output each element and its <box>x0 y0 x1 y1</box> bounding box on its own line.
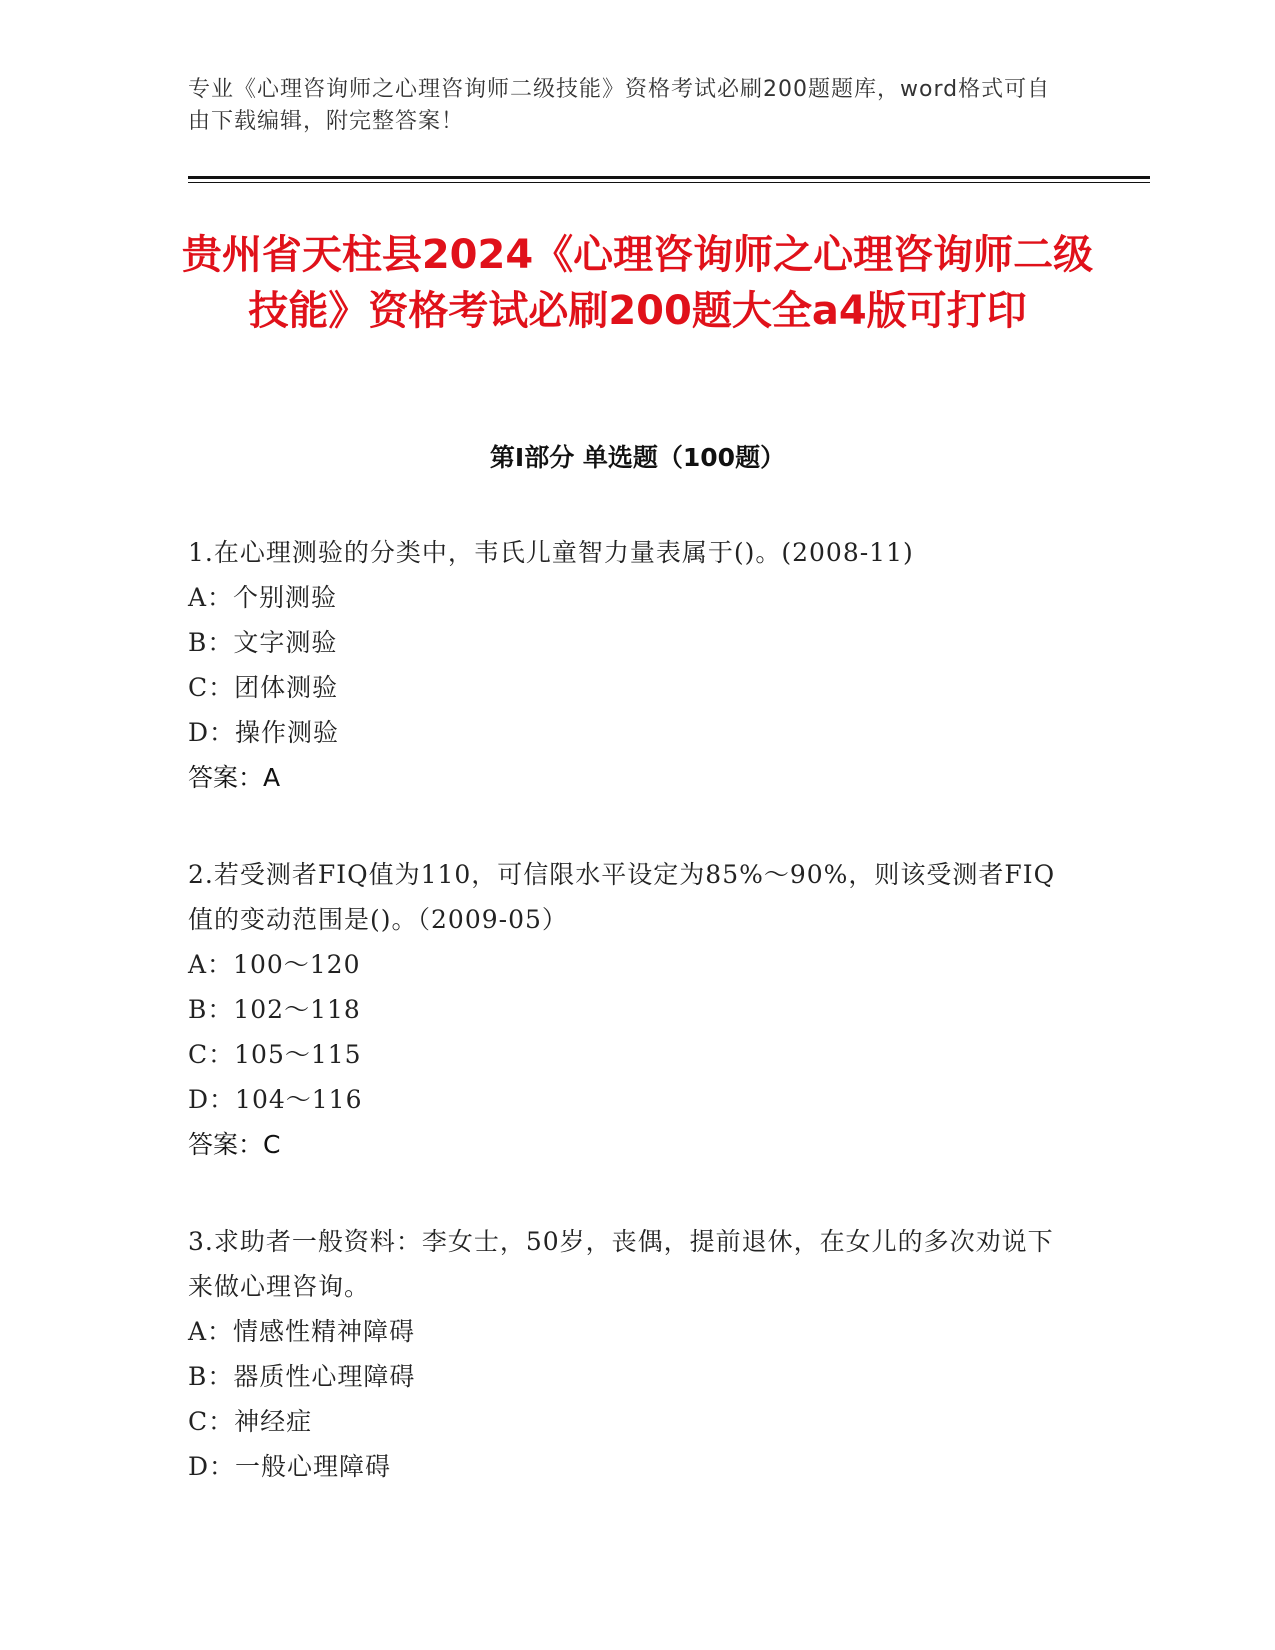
option-a: A：情感性精神障碍 <box>188 1317 416 1346</box>
option-d: D：104～116 <box>188 1085 363 1114</box>
question-stem: 2.若受测者FIQ值为110，可信限水平设定为85%～90%，则该受测者FIQ值的变动范围是()。（2009-05） <box>188 860 1056 934</box>
option-c: C：105～115 <box>188 1040 362 1069</box>
option-b: B：文字测验 <box>188 628 338 657</box>
option-b: B：器质性心理障碍 <box>188 1362 416 1391</box>
question-stem: 3.求助者一般资料：李女士，50岁，丧偶，提前退休，在女儿的多次劝说下来做心理咨询。 <box>188 1227 1054 1301</box>
question-list <box>188 530 1068 1541</box>
question-stem: 1.在心理测验的分类中，韦氏儿童智力量表属于()。(2008-11) <box>188 538 914 567</box>
question-2 <box>188 852 1068 1167</box>
option-a: A：100～120 <box>188 950 361 979</box>
option-c: C：团体测验 <box>188 673 339 702</box>
option-c: C：神经症 <box>188 1407 313 1436</box>
answer: 答案：C <box>188 1130 281 1159</box>
header-note: 专业《心理咨询师之心理咨询师二级技能》资格考试必刷200题题库，word格式可自由下载编辑，附完整答案！ <box>188 77 1051 134</box>
answer: 答案：A <box>188 763 281 792</box>
option-d: D：操作测验 <box>188 718 340 747</box>
section-title: 第Ⅰ部分 单选题（100题） <box>489 443 786 472</box>
header-divider-thick <box>188 176 1150 179</box>
question-1 <box>188 530 1068 800</box>
option-a: A：个别测验 <box>188 583 338 612</box>
option-b: B：102～118 <box>188 995 361 1024</box>
document-title: 贵州省天柱县2024《心理咨询师之心理咨询师二级技能》资格考试必刷200题大全a4版可打印 <box>181 232 1094 334</box>
header-divider-thin <box>188 182 1150 183</box>
option-d: D：一般心理障碍 <box>188 1452 392 1481</box>
question-3 <box>188 1219 1068 1489</box>
